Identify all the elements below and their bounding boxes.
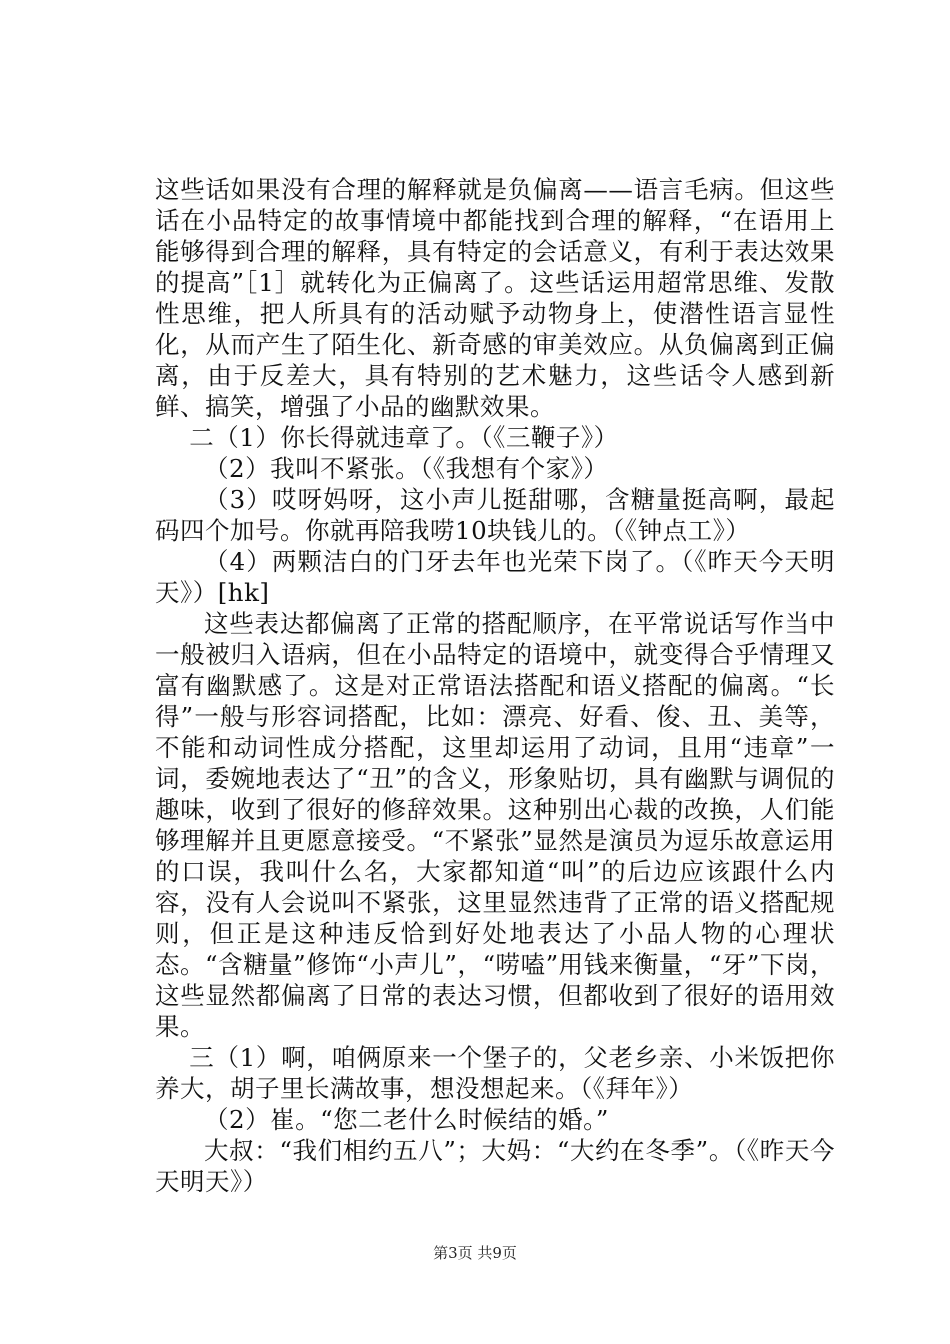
paragraph-example-3-1: 三（1）啊，咱俩原来一个堡子的，父老乡亲、小米饭把你养大，胡子里长满故事，想没想起来。（《拜年》） — [155, 1043, 835, 1103]
paragraph-example-3-2: （2）崔。“您二老什么时候结的婚。” — [204, 1105, 609, 1134]
paragraph-deviation-explanation: 这些话如果没有合理的解释就是负偏离——语言毛病。但这些话在小品特定的故事情境中都能找到合理的解释，“在语用上能够得到合理的解释，具有特定的会话意义，有利于表达效果的提高”［1］就转化为正偏离了。这些话运用超常思维、发散性思维，把人所具有的活动赋予动物身上，使潜性语言显性化，从而产生了陌生化、新奇感的审美效应。从负偏离到正偏离，由于反差大，具有特别的艺术魅力，这些话令人感到新鲜、搞笑，增强了小品的幽默效果。 — [155, 175, 835, 421]
paragraph-collocation-analysis: 这些表达都偏离了正常的搭配顺序，在平常说话写作当中一般被归入语病，但在小品特定的语境中，就变得合乎情理又富有幽默感了。这是对正常语法搭配和语义搭配的偏离。“长得”一般与形容词搭配，比如：漂亮、好看、俊、丑、美等，不能和动词性成分搭配，这里却运用了动词，且用“违章”一词，委婉地表达了“丑”的含义，形象贴切，具有幽默与调侃的趣味，收到了很好的修辞效果。这种别出心裁的改换，人们能够理解并且更愿意接受。“不紧张”显然是演员为逗乐故意运用的口误，我叫什么名，大家都知道“叫”的后边应该跟什么内容，没有人会说叫不紧张，这里显然违背了正常的语义搭配规则，但正是这种违反恰到好处地表达了小品人物的心理状态。“含糖量”修饰“小声儿”，“唠嗑”用钱来衡量，“牙”下岗，这些显然都偏离了日常的表达习惯，但都收到了很好的语用效果。 — [155, 609, 835, 1041]
paragraph-example-2-1: 二（1）你长得就违章了。（《三鞭子》） — [189, 423, 619, 452]
page-number-footer: 第3页 共9页 — [433, 1244, 517, 1262]
paragraph-dialogue: 大叔：“我们相约五八”；大妈：“大约在冬季”。（《昨天今天明天》） — [155, 1136, 835, 1196]
document-body — [155, 174, 835, 1197]
paragraph-example-2-4: （4）两颗洁白的门牙去年也光荣下岗了。（《昨天今天明天》）[hk] — [155, 547, 835, 607]
paragraph-example-2-3: （3）哎呀妈呀，这小声儿挺甜哪，含糖量挺高啊，最起码四个加号。你就再陪我唠10块钱儿的。（《钟点工》） — [155, 485, 835, 545]
paragraph-example-2-2: （2）我叫不紧张。（《我想有个家》） — [204, 454, 609, 483]
